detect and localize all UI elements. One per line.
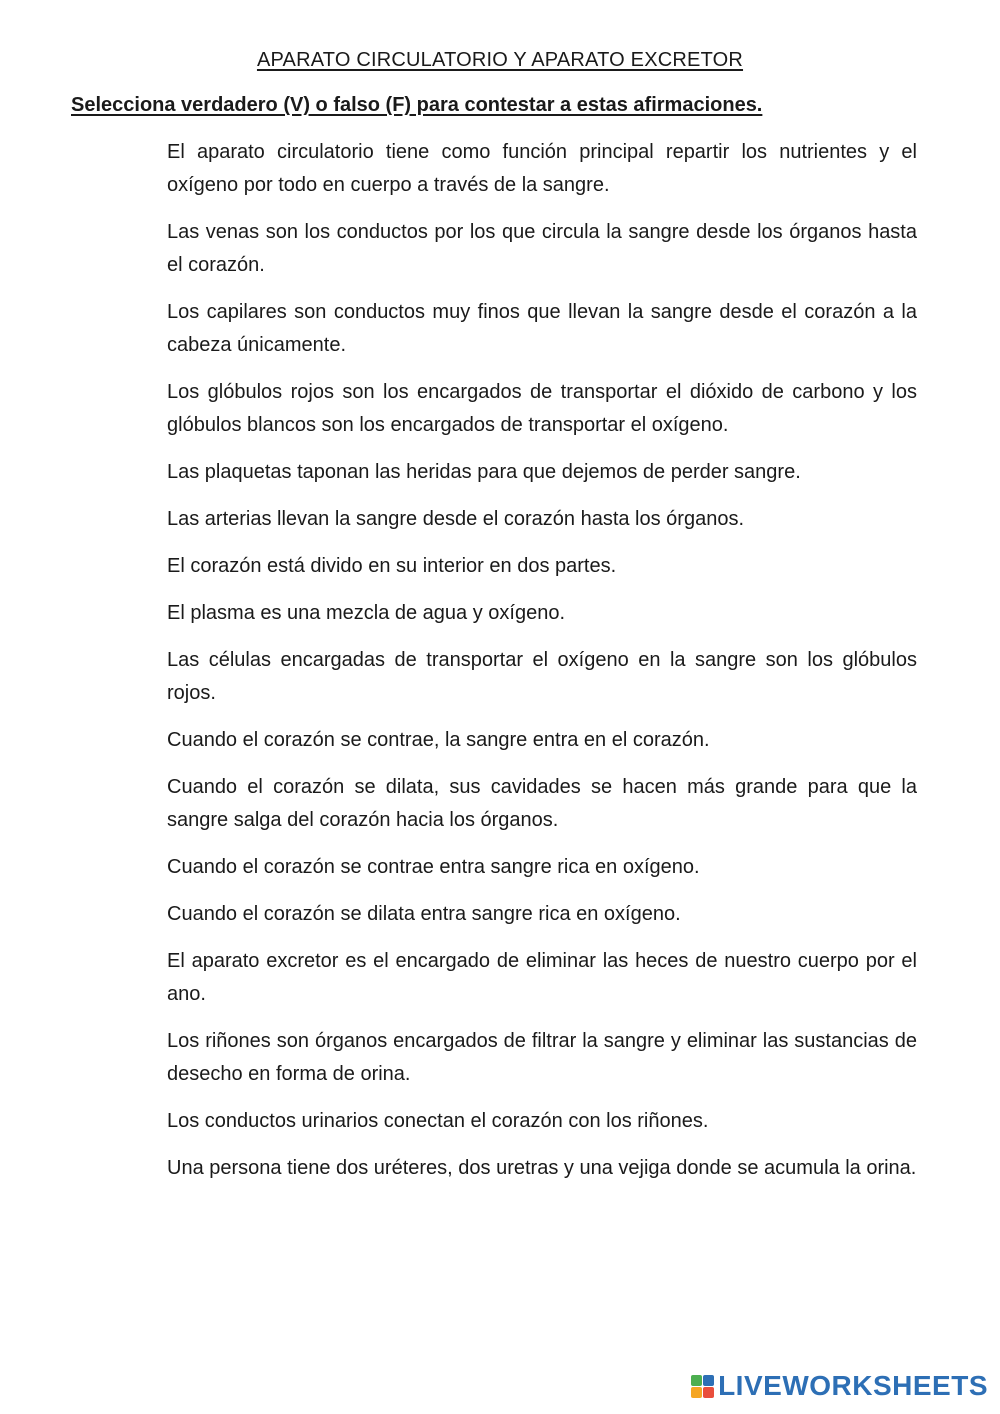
liveworksheets-logo-icon: [691, 1375, 714, 1398]
page-title: APARATO CIRCULATORIO Y APARATO EXCRETOR: [256, 49, 744, 71]
logo-square-red: [703, 1387, 714, 1398]
statement-item: Las plaquetas taponan las heridas para que dejemos de perder sangre.: [167, 461, 801, 483]
statement-item: Cuando el corazón se dilata, sus cavidades se hacen más grande para que la sangre salga del corazón hacia los órganos.: [167, 776, 917, 831]
statement-item: Las arterias llevan la sangre desde el corazón hasta los órganos.: [167, 508, 745, 530]
statement-item: Las células encargadas de transportar el oxígeno en la sangre son los glóbulos rojos.: [167, 649, 917, 704]
logo-square-green: [691, 1375, 702, 1386]
statement-item: Los capilares son conductos muy finos que llevan la sangre desde el corazón a la cabeza únicamente.: [167, 301, 917, 356]
statement-item: Los conductos urinarios conectan el corazón con los riñones.: [167, 1110, 709, 1132]
logo-square-blue: [703, 1375, 714, 1386]
statement-item: Los riñones son órganos encargados de filtrar la sangre y eliminar las sustancias de desecho en forma de orina.: [167, 1030, 917, 1085]
statement-item: El corazón está divido en su interior en dos partes.: [167, 555, 617, 577]
statement-item: El plasma es una mezcla de agua y oxígeno.: [167, 602, 566, 624]
statement-item: Los glóbulos rojos son los encargados de transportar el dióxido de carbono y los glóbulos blancos son los encargados de transportar el oxígeno.: [167, 381, 917, 436]
statement-list: [167, 136, 917, 1199]
liveworksheets-logo-text: LIVEWORKSHEETS: [718, 1370, 988, 1401]
statement-item: Cuando el corazón se contrae entra sangre rica en oxígeno.: [167, 856, 700, 878]
instruction-text: Selecciona verdadero (V) o falso (F) para contestar a estas afirmaciones.: [71, 94, 763, 116]
statement-item: Una persona tiene dos uréteres, dos uretras y una vejiga donde se acumula la orina.: [167, 1157, 917, 1179]
statement-item: Las venas son los conductos por los que circula la sangre desde los órganos hasta el corazón.: [167, 221, 917, 276]
liveworksheets-logo: [691, 1370, 988, 1402]
statement-item: El aparato circulatorio tiene como función principal repartir los nutrientes y el oxígeno por todo en cuerpo a través de la sangre.: [167, 141, 917, 196]
statement-item: Cuando el corazón se dilata entra sangre rica en oxígeno.: [167, 903, 681, 925]
statement-item: Cuando el corazón se contrae, la sangre entra en el corazón.: [167, 729, 710, 751]
statement-item: El aparato excretor es el encargado de eliminar las heces de nuestro cuerpo por el ano.: [167, 950, 917, 1005]
logo-square-orange: [691, 1387, 702, 1398]
